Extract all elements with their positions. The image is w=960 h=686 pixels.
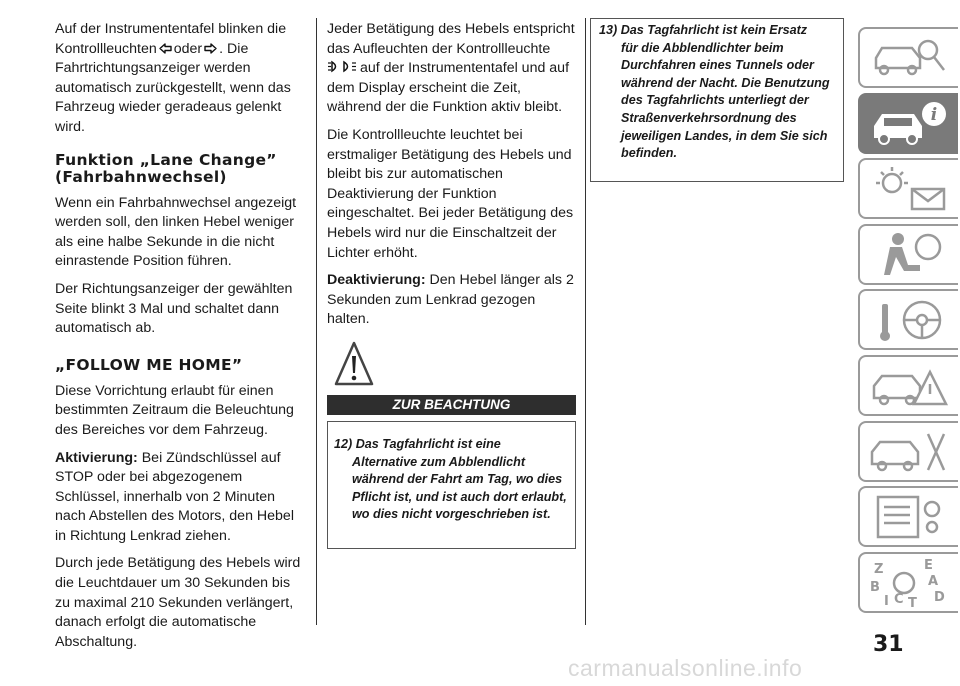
paragraph-blink: Der Richtungsanzeiger der gewählten Seite blinkt 3 Mal und schaltet dann automatisch ab. xyxy=(55,280,293,337)
car-info-icon xyxy=(868,100,952,148)
chapter-tabs xyxy=(858,27,960,617)
svg-text:i: i xyxy=(930,104,938,125)
column-left xyxy=(55,20,303,660)
tab-warning-lights[interactable] xyxy=(858,158,958,219)
page-number: 31 xyxy=(873,632,904,657)
index-letter: I xyxy=(884,593,889,607)
document-settings-icon xyxy=(868,493,952,541)
index-letter: Z xyxy=(874,561,884,577)
turn-left-arrow-icon xyxy=(159,43,172,54)
warning-box xyxy=(590,18,844,182)
watermark: carmanualsonline.info xyxy=(568,655,803,681)
paragraph-indicator-light: Die Kontrollleuchte leuchtet bei erstmaliger Betätigung des Hebels und bleibt bis zur automatischen Deaktivierung der Funktion eingeschaltet. Bei jeder Betätigung des Hebels wird nur die Einschaltzeit der Lichter erhöht. xyxy=(327,126,574,261)
activation-label: Aktivierung: xyxy=(55,449,138,466)
index-letter: E xyxy=(924,558,933,573)
follow-me-home-icon xyxy=(327,60,357,73)
index-letter: T xyxy=(908,595,917,607)
car-search-icon xyxy=(868,34,952,82)
turn-right-arrow-icon xyxy=(204,43,217,54)
tab-maintenance[interactable] xyxy=(858,421,958,482)
warning-light-message-icon xyxy=(868,165,952,213)
warning-note-13: 13) Das Tagfahrlicht ist kein Ersatz für die Abblendlichter beim Durchfahren eines Tunnels oder während der Nacht. Die Benutzung des Tagfahrlichts unterliegt der Straßenverkehrsordnung des jeweiligen Landes, in dem Sie sich befinden. xyxy=(599,23,830,161)
paragraph-indicators: Auf der Instrumententafel blinken die Kontrollleuchten oder . Die Fahrtrichtungsanzeiger werden automatisch zurückgestellt, wenn das Fahrzeug wieder geradeaus gelenkt wird. xyxy=(55,21,291,135)
steering-wheel-key-icon xyxy=(868,296,952,344)
paragraph-lane-change: Wenn ein Fahrbahnwechsel angezeigt werden soll, den linken Hebel weniger als eine halbe Sekunde in die nicht einrastende Position führen. xyxy=(55,194,297,270)
tab-index[interactable] xyxy=(858,552,958,613)
caution-title-bar: ZUR BEACHTUNG xyxy=(327,395,576,415)
paragraph-lever: Jeder Betätigung des Hebels entspricht das Aufleuchten der Kontrollleuchte auf der Instrumententafel und auf dem Display erscheint die Zeit, während der die Funktion aktiv bleibt. xyxy=(327,21,575,116)
column-divider xyxy=(316,18,317,625)
tab-safety[interactable] xyxy=(858,224,958,285)
paragraph-deactivation: Deaktivierung: Den Hebel länger als 2 Sekunden zum Lenkrad gezogen halten. xyxy=(327,272,574,328)
column-divider xyxy=(585,18,586,625)
heading-lane-change: Funktion „Lane Change” (Fahrbahnwechsel) xyxy=(55,150,277,186)
tab-starting-driving[interactable] xyxy=(858,289,958,350)
tab-technical-data[interactable] xyxy=(858,486,958,547)
index-letter: D xyxy=(934,589,945,605)
paragraph-duration: Durch jede Betätigung des Hebels wird die Leuchtdauer um 30 Sekunden bis zu maximal 210 Sekunden verlängert, danach erfolgt die automatische Abschaltung. xyxy=(55,555,301,650)
tab-car-info[interactable] xyxy=(858,93,958,154)
tab-emergency[interactable] xyxy=(858,355,958,416)
paragraph-follow-desc: Diese Vorrichtung erlaubt für einen bestimmten Zeitraum die Beleuchtung des Bereiches vor dem Fahrzeug. xyxy=(55,382,294,438)
deactivation-label: Deaktivierung: xyxy=(327,272,426,289)
airbag-seat-icon xyxy=(868,231,952,279)
caution-note-12: 12) Das Tagfahrlicht ist eine Alternative zum Abblendlicht während der Fahrt am Tag, wo dies Pflicht ist, und ist auch dort erlaubt, wo dies nicht vorgeschrieben ist. xyxy=(334,437,567,522)
tab-car-search[interactable] xyxy=(858,27,958,88)
warning-triangle-icon xyxy=(333,340,375,388)
caution-box xyxy=(327,421,576,549)
heading-follow-me-home: „FOLLOW ME HOME” xyxy=(55,355,243,374)
column-middle xyxy=(327,20,577,338)
index-letter: C xyxy=(894,591,904,607)
car-warning-triangle-icon xyxy=(868,362,952,410)
alphabet-index-icon xyxy=(868,559,952,607)
index-letter: B xyxy=(870,579,880,595)
car-service-icon xyxy=(868,428,952,476)
index-letter: A xyxy=(928,573,939,589)
paragraph-activation: Aktivierung: Bei Zündschlüssel auf STOP oder bei abgezogenem Schlüssel, innerhalb von 2 Minuten nach Abstellen des Motors, den Hebel in Richtung Lenkrad ziehen. xyxy=(55,449,294,544)
